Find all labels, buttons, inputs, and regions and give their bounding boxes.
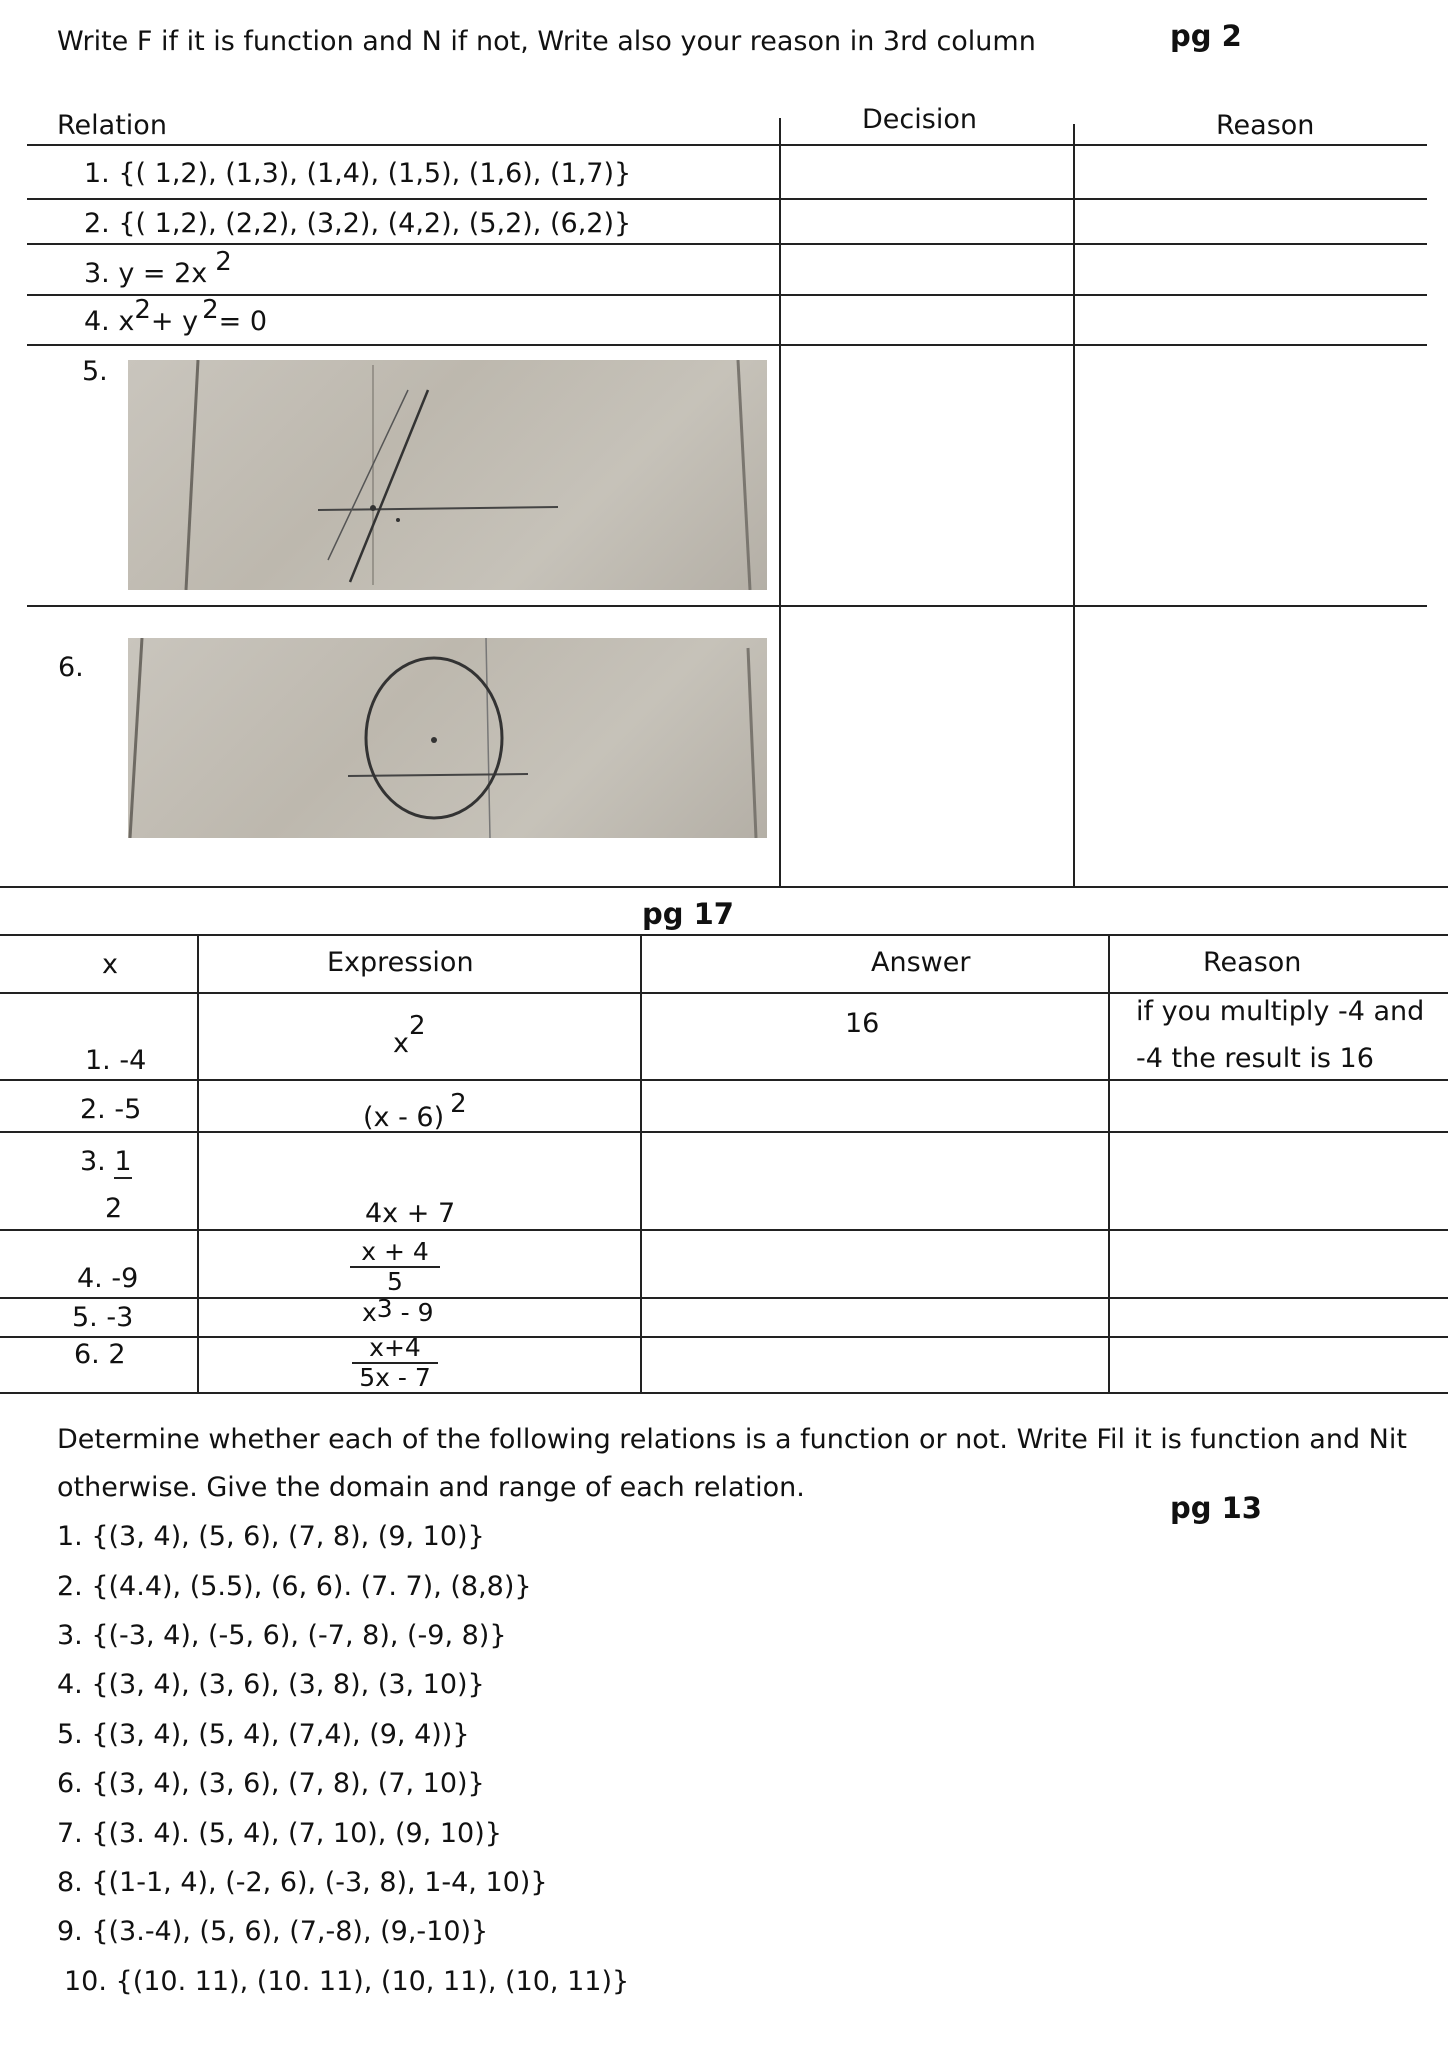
table-rule — [0, 1229, 1448, 1231]
page-label: pg 2 — [1170, 19, 1242, 53]
x-value: 2. -5 — [80, 1094, 142, 1125]
x-value: 5. -3 — [72, 1302, 134, 1333]
reason-line: if you multiply -4 and — [1136, 996, 1425, 1027]
circle-graph-sketch — [128, 638, 767, 838]
x-value: 4. -9 — [77, 1263, 139, 1294]
column-divider — [640, 934, 642, 1392]
table-rule — [0, 1297, 1448, 1299]
table-rule — [0, 1131, 1448, 1133]
relation-item: 10. {(10. 11), (10. 11), (10, 11), (10, 11)} — [64, 1966, 630, 1997]
header-expression: Expression — [327, 947, 474, 978]
graph-photo-circle — [128, 638, 767, 838]
relation-item: 2. {(4.4), (5.5), (6, 6). (7. 7), (8,8)} — [57, 1571, 532, 1602]
relation-item: 9. {(3.-4), (5, 6), (7,-8), (9,-10)} — [57, 1916, 489, 1947]
x-value: 3. 1 — [80, 1146, 132, 1177]
relation-row-4: 4. x2+ y 2= 0 — [84, 295, 268, 337]
expression-fraction: x+4 5x - 7 — [352, 1334, 438, 1391]
relation-item: 1. {(3, 4), (5, 6), (7, 8), (9, 10)} — [57, 1521, 485, 1552]
relation-item: 3. {(-3, 4), (-5, 6), (-7, 8), (-9, 8)} — [57, 1620, 507, 1651]
expression: x3 - 9 — [362, 1294, 434, 1327]
header-answer: Answer — [871, 947, 971, 978]
relation-item: 6. {(3, 4), (3, 6), (7, 8), (7, 10)} — [57, 1768, 485, 1799]
relation-row-3: 3. y = 2x 2 — [84, 247, 232, 289]
relation-item: 4. {(3, 4), (3, 6), (3, 8), (3, 10)} — [57, 1669, 485, 1700]
column-divider — [197, 934, 199, 1392]
x-value: 6. 2 — [74, 1339, 126, 1370]
table-rule — [0, 886, 1448, 888]
answer-value: 16 — [845, 1008, 880, 1039]
graph-photo-line — [128, 360, 767, 590]
instruction-text: Write F if it is function and N if not, Write also your reason in 3rd column — [57, 26, 1036, 57]
x-value: 1. -4 — [85, 1045, 147, 1076]
expression: (x - 6) 2 — [363, 1089, 467, 1133]
relation-row-1: 1. {( 1,2), (1,3), (1,4), (1,5), (1,6), (1,7)} — [84, 158, 632, 189]
expression: x2 — [393, 1011, 426, 1059]
relation-item: 7. {(3. 4). (5, 4), (7, 10), (9, 10)} — [57, 1818, 502, 1849]
page-label: pg 17 — [642, 897, 734, 931]
table-rule — [27, 344, 1427, 346]
line-graph-sketch — [128, 360, 767, 590]
table-rule — [0, 1392, 1448, 1394]
relation-item: 8. {(1-1, 4), (-2, 6), (-3, 8), 1-4, 10)} — [57, 1867, 548, 1898]
table-rule — [27, 605, 1427, 607]
table-rule — [27, 144, 1427, 146]
instruction-line-1: Determine whether each of the following relations is a function or not. Write Fil it is function and Nit — [57, 1424, 1407, 1455]
header-x: x — [102, 949, 118, 980]
table-rule — [0, 1079, 1448, 1081]
header-reason: Reason — [1203, 947, 1302, 978]
table-rule — [0, 992, 1448, 994]
table-rule — [27, 198, 1427, 200]
table-rule — [27, 294, 1427, 296]
expression: 4x + 7 — [365, 1198, 456, 1229]
page-label: pg 13 — [1170, 1491, 1262, 1525]
relation-row-2: 2. {( 1,2), (2,2), (3,2), (4,2), (5,2), (6,2)} — [84, 208, 632, 239]
header-decision: Decision — [862, 104, 977, 135]
expression-fraction: x + 4 5 — [350, 1238, 440, 1295]
table-rule — [27, 243, 1427, 245]
header-relation: Relation — [57, 110, 167, 141]
instruction-line-2: otherwise. Give the domain and range of each relation. — [57, 1472, 805, 1503]
header-reason: Reason — [1216, 110, 1315, 141]
table-rule — [0, 934, 1448, 936]
table-rule — [0, 1336, 1448, 1338]
reason-line: -4 the result is 16 — [1136, 1043, 1374, 1074]
column-divider — [1073, 124, 1075, 886]
x-denominator: 2 — [105, 1193, 123, 1224]
column-divider — [779, 118, 781, 886]
relation-item: 5. {(3, 4), (5, 4), (7,4), (9, 4))} — [57, 1719, 470, 1750]
column-divider — [1108, 934, 1110, 1392]
relation-row-6-number: 6. — [58, 652, 84, 683]
relation-row-5-number: 5. — [82, 356, 108, 387]
